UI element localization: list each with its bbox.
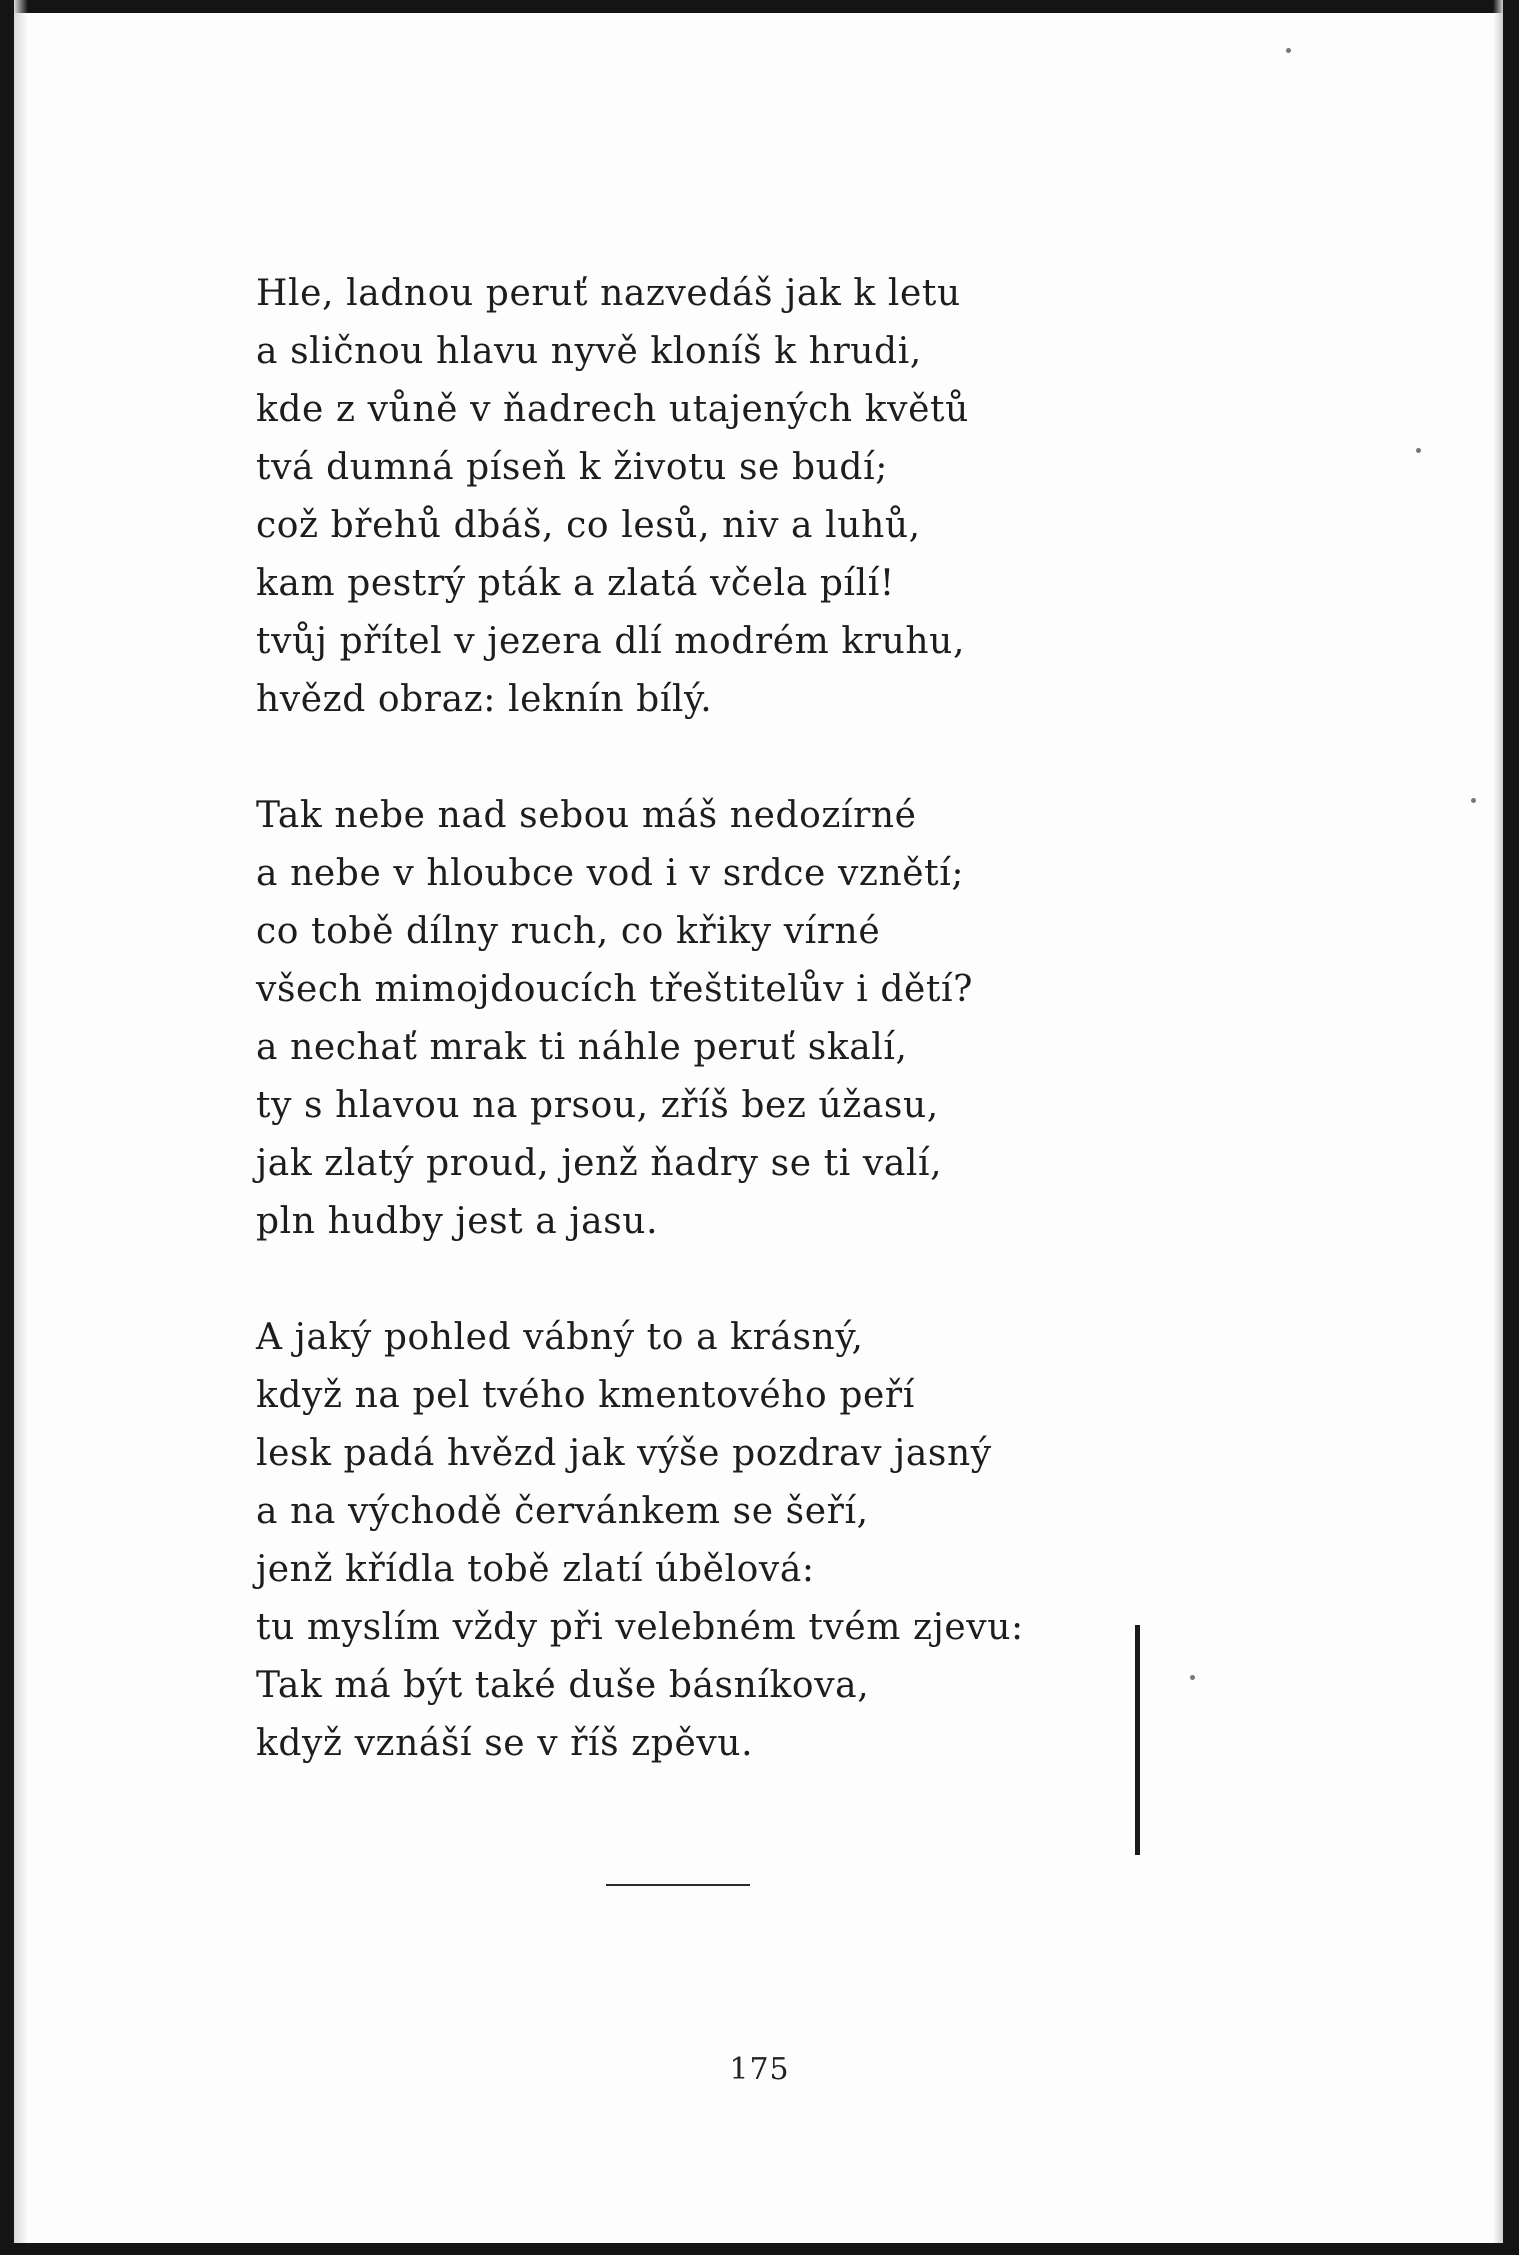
poem-line: Tak má být také duše básníkova,	[256, 1665, 870, 1706]
poem-line: kam pestrý pták a zlatá včela pílí!	[256, 563, 895, 604]
poem-line: co tobě dílny ruch, co křiky vírné	[256, 911, 881, 952]
poem-line: a na východě červánkem se šeří,	[256, 1491, 869, 1532]
poem-line: což břehů dbáš, co lesů, niv a luhů,	[256, 505, 921, 546]
poem-line: a nechať mrak ti náhle peruť skalí,	[256, 1027, 908, 1068]
scan-speck	[1471, 798, 1476, 803]
page-number: 175	[729, 2052, 790, 2087]
poem-line: pln hudby jest a jasu.	[256, 1201, 659, 1242]
scan-speck	[1416, 448, 1421, 453]
poem-line: a nebe v hloubce vod i v srdce vznětí;	[256, 853, 965, 894]
page-gutter-shadow	[14, 0, 28, 2255]
poem-line: Tak nebe nad sebou máš nedozírné	[256, 795, 917, 836]
scan-border-left	[0, 0, 14, 2255]
poem-line: jenž křídla tobě zlatí úbělová:	[256, 1549, 815, 1590]
poem-line: kde z vůně v ňadrech utajených květů	[256, 389, 969, 430]
poem-line: všech mimojdoucích třeštitelův i dětí?	[256, 969, 973, 1010]
stanza	[256, 787, 1156, 1251]
poem-line: když vznáší se v říš zpěvu.	[256, 1723, 754, 1764]
poem-line: tvůj přítel v jezera dlí modrém kruhu,	[256, 621, 966, 662]
poem-line: Hle, ladnou peruť nazvedáš jak k letu	[256, 273, 961, 314]
poem-line: hvězd obraz: leknín bílý.	[256, 679, 713, 720]
poem-line: jak zlatý proud, jenž ňadry se ti valí,	[256, 1143, 943, 1184]
poem-line: tu myslím vždy při velebném tvém zjevu:	[256, 1607, 1024, 1648]
poem-line: když na pel tvého kmentového peří	[256, 1375, 915, 1416]
scan-border-top	[0, 0, 1519, 13]
page-edge-shadow	[1493, 0, 1503, 2255]
poem-line: tvá dumná píseň k životu se budí;	[256, 447, 888, 488]
scan-speck	[1190, 1675, 1195, 1680]
scan-border-right	[1503, 0, 1519, 2255]
poem-line: lesk padá hvězd jak výše pozdrav jasný	[256, 1433, 992, 1474]
poem-line: ty s hlavou na prsou, zříš bez úžasu,	[256, 1085, 939, 1126]
scan-border-bottom	[0, 2243, 1519, 2255]
poem	[256, 265, 1156, 1831]
section-divider	[606, 1884, 750, 1886]
scan-speck	[1286, 48, 1291, 53]
stanza	[256, 265, 1156, 729]
poem-line: a sličnou hlavu nyvě kloníš k hrudi,	[256, 331, 922, 372]
poem-line: A jaký pohled vábný to a krásný,	[256, 1317, 864, 1358]
stanza	[256, 1309, 1156, 1773]
